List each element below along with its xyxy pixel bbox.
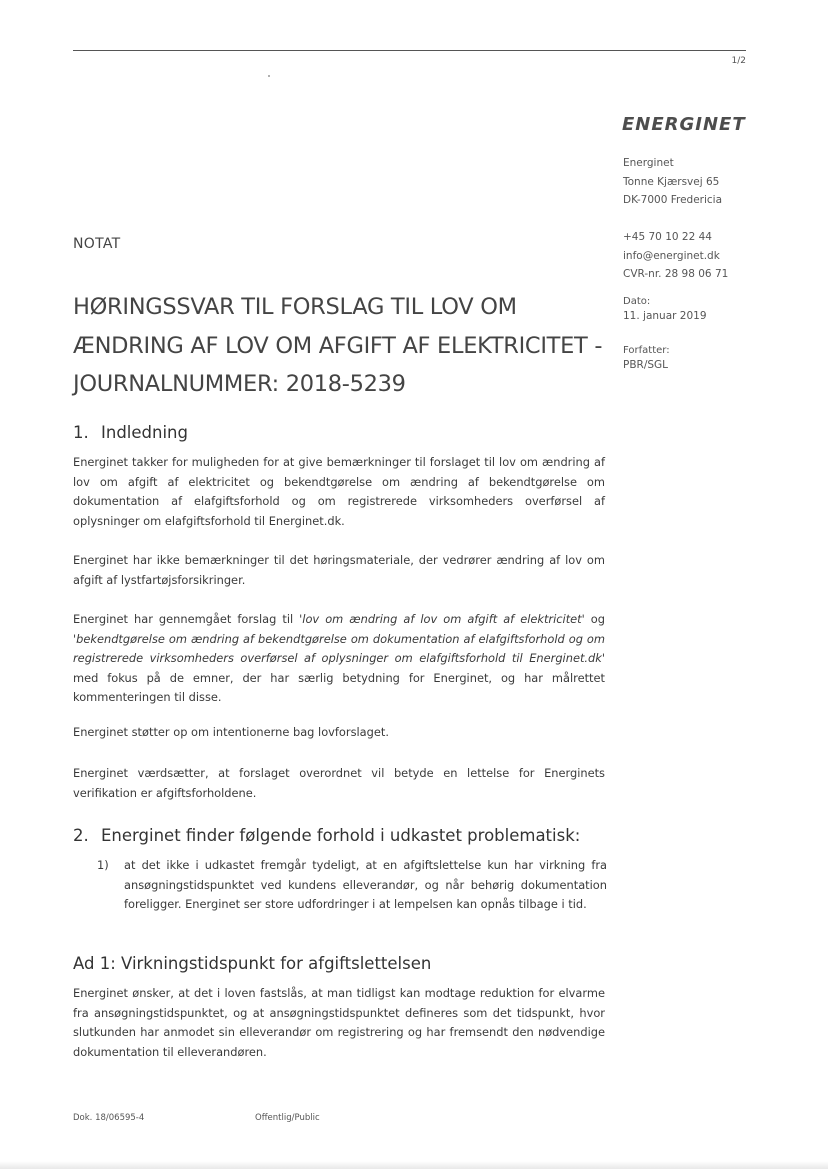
section-2-heading <box>73 826 580 845</box>
page-number: 1/2 <box>731 56 746 66</box>
address-line: Tonne Kjærsvej 65 <box>623 175 720 188</box>
classification: Offentlig/Public <box>255 1113 320 1123</box>
section-title: Indledning <box>101 423 188 442</box>
paragraph: Energinet har gennemgået forslag til 'lov om ændring af lov om afgift af elektricitet' og 'bekendtgørelse om ændring af bekendtgørelse om dokumentation af elafgiftsforhold og om registrerede virksomheders overførsel af oplysninger om elafgiftsforhold til Energinet.dk' med fokus på de emner, der har særlig betydning for Energinet, og har målrettet kommenteringen til disse. <box>73 612 605 704</box>
document-type: NOTAT <box>73 236 121 252</box>
date-block <box>623 294 707 324</box>
energinet-logo: ENERGINET <box>622 114 746 135</box>
phone: +45 70 10 22 44 <box>623 231 712 243</box>
address-line: Energinet <box>623 157 674 169</box>
address-line: DK-7000 Fredericia <box>623 194 723 206</box>
section-number: 2. <box>73 826 89 845</box>
author-value: PBR/SGL <box>623 359 669 371</box>
paragraph: Energinet takker for muligheden for at give bemærkninger til forslaget til lov om ændring af lov om afgift af elektricitet og bekendtgørelse om ændring af bekendtgørelse om dokumentation af elafgiftsforhold og om registrerede virksomheders overførsel af oplysninger om elafgiftsforhold til Energinet.dk. <box>73 455 605 528</box>
list-item-text: at det ikke i udkastet fremgår tydeligt, at en afgiftslettelse kun har virkning fra ansøgningstidspunktet ved kundens elleverandør, og når behørig dokumentation foreligger. Energinet ser store udfordringer i at lempelsen kan opnås tilbage i tid. <box>124 858 607 911</box>
paragraph: Energinet ønsker, at det i loven fastslås, at man tidligst kan modtage reduktion for elvarme fra ansøgningstidspunktet, og at ansøgningstidspunktet defineres som det tidspunkt, hvor slutkunden har anmodet sin elleverandør om registrering og har fremsendt den nødvendige dokumentation til elleverandøren. <box>73 986 605 1059</box>
section-number: 1. <box>73 423 89 442</box>
document-title: HØRINGSSVAR TIL FORSLAG TIL LOV OM ÆNDRING AF LOV OM AFGIFT AF ELEKTRICITET - JOURNALNUMMER: 2018-5239 <box>73 294 603 397</box>
author-block <box>623 343 670 373</box>
page-edge <box>0 1161 828 1169</box>
header-rule <box>73 50 746 51</box>
paragraph: Energinet har ikke bemærkninger til det høringsmateriale, der vedrører ændring af lov om afgift af lystfartøjsforsikringer. <box>73 553 605 587</box>
sender-contact <box>623 228 728 284</box>
section-1-heading <box>73 423 188 442</box>
paragraph: Energinet værdsætter, at forslaget overordnet vil betyde en lettelse for Energinets verifikation er afgiftsforholdene. <box>73 766 605 800</box>
date-label: Dato: <box>623 296 651 307</box>
document-id: Dok. 18/06595-4 <box>73 1113 145 1123</box>
scan-speck <box>268 75 270 77</box>
paragraph: Energinet støtter op om intentionerne bag lovforslaget. <box>73 725 389 739</box>
sender-address <box>623 154 722 210</box>
ad1-heading: Ad 1: Virkningstidspunkt for afgiftslettelsen <box>73 954 432 973</box>
list-item <box>97 856 607 915</box>
list-item-number: 1) <box>97 858 109 872</box>
author-label: Forfatter: <box>623 345 670 356</box>
email: info@energinet.dk <box>623 249 720 262</box>
section-title: Energinet finder følgende forhold i udkastet problematisk: <box>101 826 581 845</box>
cvr-number: CVR-nr. 28 98 06 71 <box>623 268 729 280</box>
date-value: 11. januar 2019 <box>623 310 707 322</box>
